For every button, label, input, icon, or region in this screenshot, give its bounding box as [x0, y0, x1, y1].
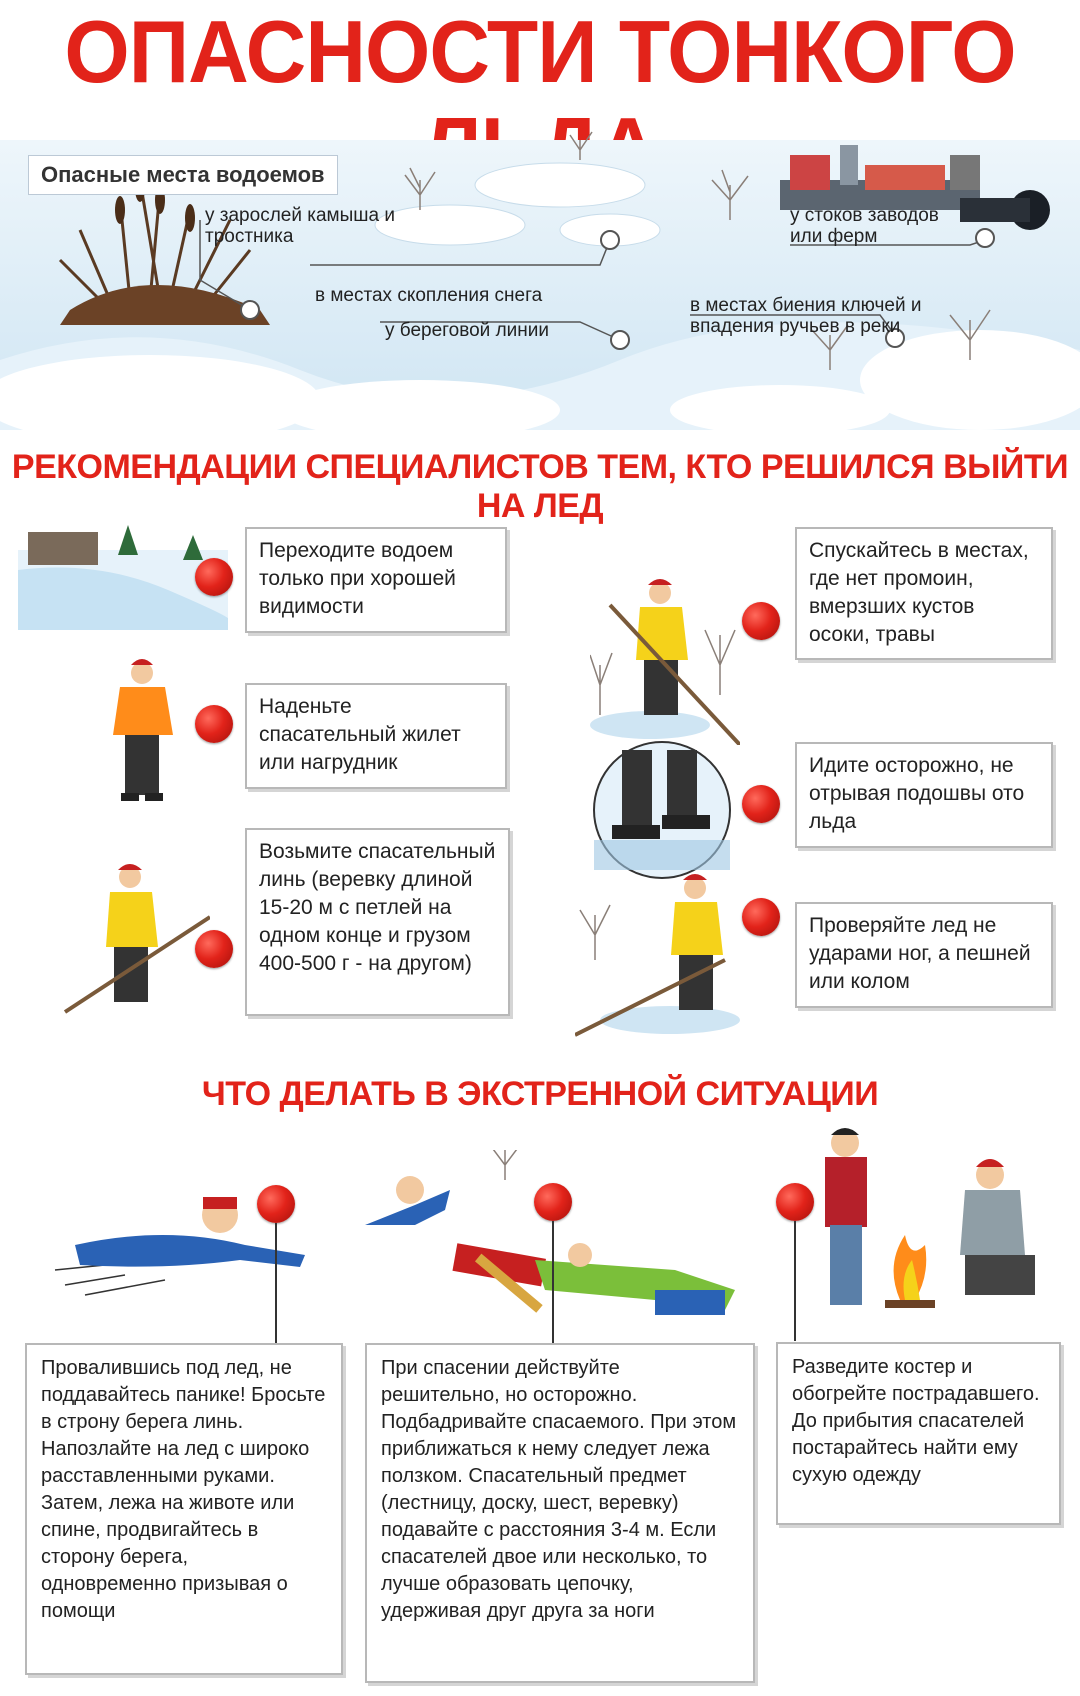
emergency-self-rescue: Провалившись под лед, не поддавайтесь панике! Бросьте в строну берега линь. Напозлайте на лед с широко расставленными руками. Затем, лежа на животе или спине, продвигайтесь в сторону берега, одновременно призывая о помощи — [25, 1343, 343, 1675]
tip-vest: Наденьте спасательный жилет или нагрудник — [245, 683, 507, 789]
person-with-pole-illustration — [60, 862, 210, 1022]
tip-test-ice: Проверяйте лед не ударами ног, а пешней или колом — [795, 902, 1053, 1008]
rescue-chain-illustration — [355, 1150, 755, 1340]
bullet-dot — [742, 602, 780, 640]
place-shore: у береговой линии — [385, 320, 549, 341]
place-snow: в местах скопления снега — [315, 285, 543, 306]
tip-visibility: Переходите водоем только при хорошей видимости — [245, 527, 507, 633]
campfire-warming-illustration — [815, 1125, 1045, 1325]
connector-line — [794, 1221, 796, 1341]
connector-line — [275, 1223, 277, 1345]
person-in-vest-illustration — [95, 655, 190, 815]
emergency-warm-victim: Разведите костер и обогрейте пострадавшего. До прибытия спасателей постарайтесь найти ему сухую одежду — [776, 1342, 1061, 1525]
bullet-dot — [195, 558, 233, 596]
bullet-dot — [257, 1185, 295, 1223]
bullet-dot — [195, 705, 233, 743]
emergency-heading: ЧТО ДЕЛАТЬ В ЭКСТРЕННОЙ СИТУАЦИИ — [201, 1075, 879, 1113]
tip-lifeline: Возьмите спасательный линь (веревку длиной 15-20 м с петлей на одном конце и грузом 400-500 г - на другом) — [245, 828, 510, 1016]
emergency-rescuer-instructions: При спасении действуйте решительно, но осторожно. Подбадривайте спасаемого. При этом приближаться к нему следует лежа ползком. Спасательный предмет (лестницу, доску, шест, веревку) подавайте с расстояния 3-4 м. Если спасателей двое или несколько, то лучше образовать цепочку, удерживая друг друга за ноги — [365, 1343, 755, 1683]
tip-descend: Спускайтесь в местах, где нет промоин, вмерзших кустов осоки, травы — [795, 527, 1053, 660]
dangerous-places-heading: Опасные места водоемов — [28, 155, 338, 195]
tip-walk-carefully: Идите осторожно, не отрывая подошвы ото льда — [795, 742, 1053, 848]
boots-on-ice-illustration — [592, 740, 732, 880]
connector-line — [552, 1221, 554, 1343]
person-descending-illustration — [590, 575, 740, 745]
recommendations-heading: РЕКОМЕНДАЦИИ СПЕЦИАЛИСТОВ ТЕМ, КТО РЕШИЛСЯ ВЫЙТИ НА ЛЕД — [11, 448, 1069, 525]
place-reeds: у зарослей камыша и тростника — [205, 205, 395, 247]
bullet-dot — [534, 1183, 572, 1221]
bullet-dot — [742, 898, 780, 936]
dangerous-places-scene — [0, 110, 1080, 430]
person-testing-ice-illustration — [575, 870, 745, 1040]
place-factory: у стоков заводов или ферм — [790, 205, 939, 247]
place-springs: в местах биения ключей и впадения ручьев в реки — [690, 295, 922, 337]
bullet-dot — [776, 1183, 814, 1221]
bullet-dot — [195, 930, 233, 968]
page-title: ОПАСНОСТИ ТОНКОГО — [64, 2, 1016, 102]
bullet-dot — [742, 785, 780, 823]
